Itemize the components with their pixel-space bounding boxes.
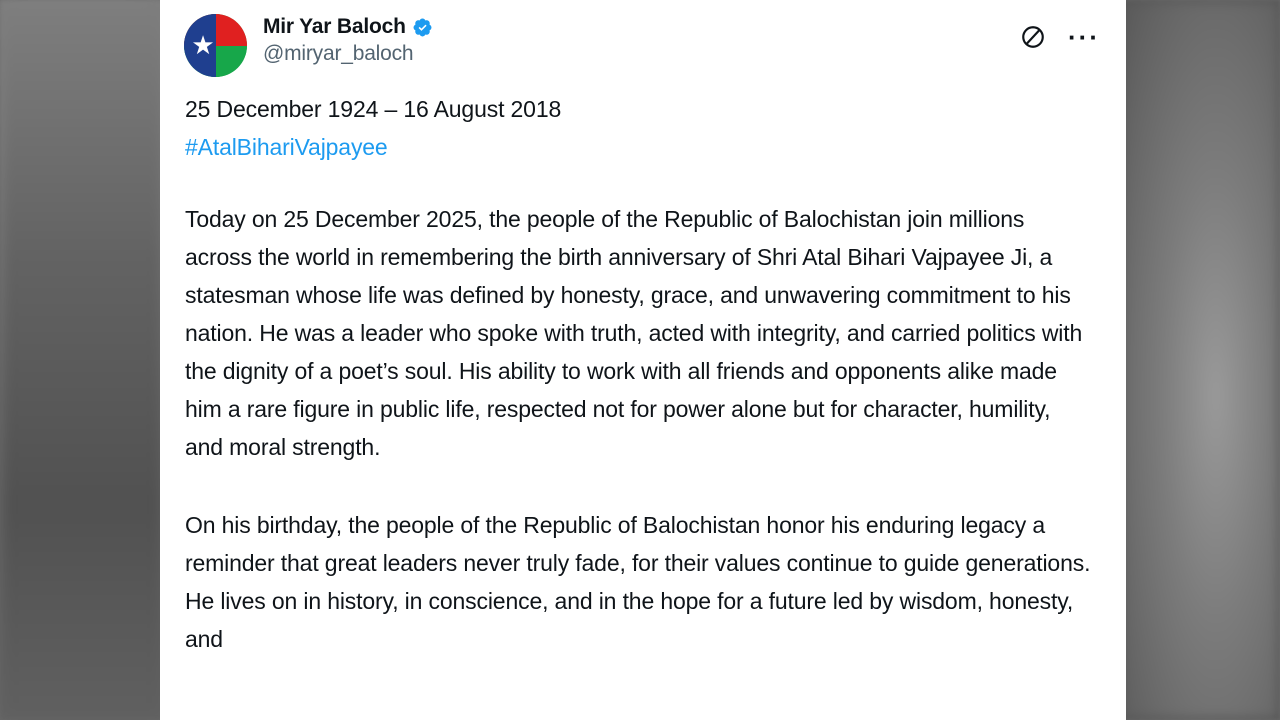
more-options-icon[interactable]: ··· [1068,22,1100,52]
avatar-star-icon: ★ [191,30,215,60]
tweet-paragraph-1: Today on 25 December 2025, the people of the Republic of Balochistan join millions across the world in remembering the birth anniversary of Shri Atal Bihari Vajpayee Ji, a statesman whose life was defined by honesty, grace, and unwavering commitment to his nation. He was a leader who spoke with truth, acted with integrity, and carried politics with the dignity of a poet’s soul. His ability to work with all friends and opponents alike made him a rare figure in public life, respected not for power alone but for character, humility, and moral strength. [185,206,1083,460]
display-name-row [263,15,433,39]
author-display-name[interactable]: Mir Yar Baloch [263,15,406,38]
tweet-date-line: 25 December 1924 – 16 August 2018 [185,96,562,122]
author-name-block [263,14,433,66]
grok-actions-icon[interactable] [1020,24,1046,50]
tweet-body [184,90,1102,658]
tweet-card [160,0,1126,720]
avatar[interactable] [184,14,247,77]
author-handle[interactable]: @miryar_baloch [263,42,414,65]
header-actions [1020,14,1102,50]
tweet-header [184,0,1102,70]
tweet-hashtag-line [185,128,1092,166]
background-smudge-left [0,0,165,720]
hashtag-link[interactable]: #AtalBihariVajpayee [185,134,388,160]
tweet-paragraph-2: On his birthday, the people of the Republic of Balochistan honor his enduring legacy a reminder that great leaders never truly fade, for their values continue to guide generations. He lives on in history, in conscience, and in the hope for a future led by wisdom, honesty, and [185,512,1091,652]
verified-badge-icon [412,17,433,38]
